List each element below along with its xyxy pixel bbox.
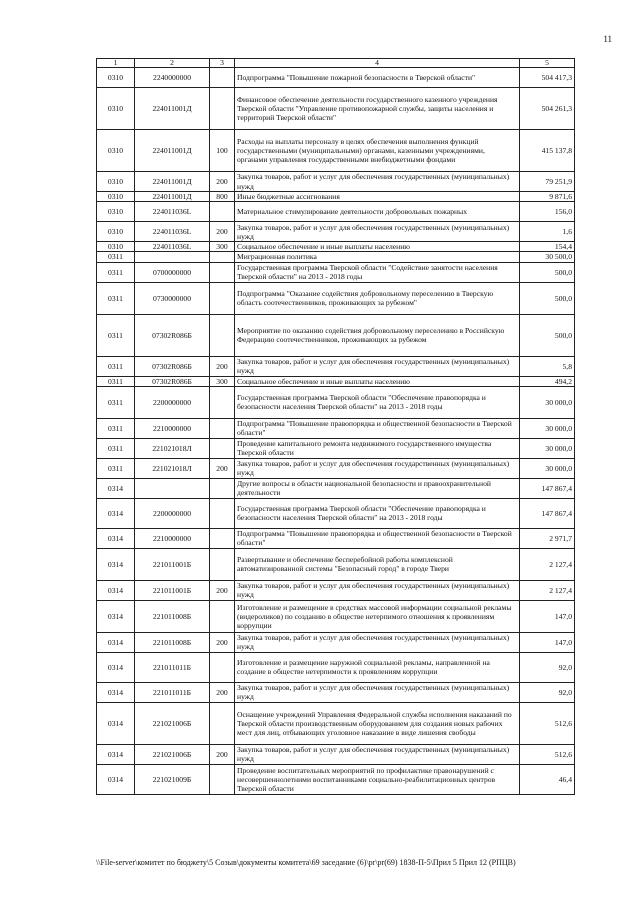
cell-c1: 0314 — [97, 528, 135, 548]
cell-c1: 0311 — [97, 386, 135, 418]
cell-c1: 0310 — [97, 88, 135, 130]
header-cell: 3 — [210, 59, 235, 68]
table-row — [97, 356, 575, 376]
cell-c2: 224011001Д — [135, 88, 210, 130]
cell-c5: 92,0 — [520, 682, 575, 702]
cell-c1: 0311 — [97, 314, 135, 356]
cell-c2 — [135, 478, 210, 498]
cell-c2: 0700000000 — [135, 262, 210, 282]
table-row — [97, 252, 575, 262]
cell-c1: 0314 — [97, 600, 135, 632]
table-row — [97, 702, 575, 744]
cell-c3: 200 — [210, 580, 235, 600]
cell-c5: 30 000,0 — [520, 438, 575, 458]
cell-c4: Миграционная политика — [235, 252, 520, 262]
table-row — [97, 192, 575, 202]
cell-c5: 5,8 — [520, 356, 575, 376]
cell-c5: 30 500,0 — [520, 252, 575, 262]
table-row — [97, 376, 575, 386]
footer-file-path: \\File-server\комитет по бюджету\5 Созыв\документы комитета\69 заседание (6)\pr\pr(69) 1838-П-5\Прил 5 Прил 12 (РПЦВ) — [96, 858, 516, 867]
table-row — [97, 88, 575, 130]
cell-c5: 512,6 — [520, 702, 575, 744]
cell-c2: 2210000000 — [135, 528, 210, 548]
cell-c2: 07302R086Б — [135, 314, 210, 356]
header-cell: 5 — [520, 59, 575, 68]
cell-c1: 0310 — [97, 202, 135, 222]
cell-c4: Подпрограмма "Повышение правопорядка и общественной безопасности в Тверской области" — [235, 528, 520, 548]
table-row — [97, 548, 575, 580]
cell-c4: Финансовое обеспечение деятельности государственного казенного учреждения Тверской области "Управление противопожарной службы, защиты населения и территорий Тверской области" — [235, 88, 520, 130]
cell-c2: 221011001Б — [135, 580, 210, 600]
cell-c4: Развертывание и обеспечение бесперебойной работы комплексной автоматизированной системы "Безопасный город" в городе Твери — [235, 548, 520, 580]
cell-c2: 221011001Б — [135, 548, 210, 580]
cell-c1: 0314 — [97, 580, 135, 600]
cell-c2: 221021018Л — [135, 438, 210, 458]
cell-c1: 0310 — [97, 172, 135, 192]
table-row — [97, 528, 575, 548]
cell-c1: 0314 — [97, 498, 135, 528]
cell-c5: 46,4 — [520, 764, 575, 794]
cell-c1: 0310 — [97, 222, 135, 242]
cell-c5: 147 867,4 — [520, 478, 575, 498]
table-row — [97, 202, 575, 222]
cell-c1: 0314 — [97, 702, 135, 744]
table-row — [97, 652, 575, 682]
cell-c2: 2210000000 — [135, 418, 210, 438]
cell-c5: 92,0 — [520, 652, 575, 682]
cell-c1: 0311 — [97, 438, 135, 458]
cell-c1: 0314 — [97, 478, 135, 498]
cell-c3: 300 — [210, 242, 235, 252]
cell-c4: Государственная программа Тверской области "Содействие занятости населения Тверской области" на 2013 - 2018 годы — [235, 262, 520, 282]
cell-c4: Материальное стимулирование деятельности добровольных пожарных — [235, 202, 520, 222]
cell-c4: Социальное обеспечение и иные выплаты населению — [235, 376, 520, 386]
cell-c4: Социальное обеспечение и иные выплаты населению — [235, 242, 520, 252]
cell-c4: Государственная программа Тверской области "Обеспечение правопорядка и безопасности населения Тверской области" на 2013 - 2018 годы — [235, 498, 520, 528]
cell-c4: Другие вопросы в области национальной безопасности и правоохранительной деятельности — [235, 478, 520, 498]
cell-c5: 147,0 — [520, 632, 575, 652]
table-row — [97, 744, 575, 764]
cell-c4: Подпрограмма "Повышение пожарной безопасности в Тверской области" — [235, 68, 520, 88]
cell-c3 — [210, 314, 235, 356]
cell-c5: 9 871,6 — [520, 192, 575, 202]
cell-c2: 221011011Б — [135, 652, 210, 682]
cell-c2: 221011011Б — [135, 682, 210, 702]
table-row — [97, 580, 575, 600]
table-row — [97, 386, 575, 418]
cell-c1: 0311 — [97, 282, 135, 314]
cell-c3 — [210, 548, 235, 580]
cell-c3 — [210, 418, 235, 438]
cell-c4: Оснащение учреждений Управления Федеральной службы исполнения наказаний по Тверской области производственным оборудованием для создания новых рабочих мест для лиц, отбывающих уголовное наказание в виде лишения свободы — [235, 702, 520, 744]
cell-c5: 2 127,4 — [520, 580, 575, 600]
cell-c1: 0311 — [97, 356, 135, 376]
cell-c5: 147 867,4 — [520, 498, 575, 528]
cell-c1: 0310 — [97, 192, 135, 202]
cell-c4: Изготовление и размещение в средствах массовой информации социальной рекламы (видероликов) по созданию в обществе нетерпимого отношения к проявлениям коррупции — [235, 600, 520, 632]
cell-c4: Подпрограмма "Оказание содействия добровольному переселению в Тверскую область соотечественников, проживающих за рубежом" — [235, 282, 520, 314]
cell-c3 — [210, 478, 235, 498]
cell-c4: Расходы на выплаты персоналу в целях обеспечения выполнения функций государственными (муниципальными) органами, казенными учреждениями, органами управления государственными внебюджетными фондами — [235, 130, 520, 172]
cell-c2: 221021009Б — [135, 764, 210, 794]
cell-c5: 494,2 — [520, 376, 575, 386]
cell-c2: 221011008Б — [135, 600, 210, 632]
cell-c1: 0310 — [97, 68, 135, 88]
cell-c5: 79 251,9 — [520, 172, 575, 192]
cell-c1: 0310 — [97, 130, 135, 172]
cell-c4: Подпрограмма "Повышение правопорядка и общественной безопасности в Тверской области" — [235, 418, 520, 438]
cell-c4: Проведение воспитательных мероприятий по профилактике правонарушений с несовершеннолетними воспитанниками социально-реабилитационных центров Тверской области — [235, 764, 520, 794]
cell-c1: 0314 — [97, 682, 135, 702]
cell-c4: Закупка товаров, работ и услуг для обеспечения государственных (муниципальных) нужд — [235, 744, 520, 764]
cell-c2 — [135, 252, 210, 262]
cell-c2: 221021018Л — [135, 458, 210, 478]
cell-c3: 200 — [210, 172, 235, 192]
cell-c3: 100 — [210, 130, 235, 172]
table-row — [97, 438, 575, 458]
cell-c4: Иные бюджетные ассигнования — [235, 192, 520, 202]
cell-c2: 221021006Б — [135, 702, 210, 744]
cell-c1: 0311 — [97, 262, 135, 282]
cell-c2: 0730000000 — [135, 282, 210, 314]
cell-c3 — [210, 202, 235, 222]
header-cell: 2 — [135, 59, 210, 68]
cell-c3 — [210, 386, 235, 418]
table-row — [97, 262, 575, 282]
cell-c4: Закупка товаров, работ и услуг для обеспечения государственных (муниципальных) нужд — [235, 632, 520, 652]
cell-c5: 30 000,0 — [520, 418, 575, 438]
budget-table — [96, 58, 575, 795]
cell-c3 — [210, 252, 235, 262]
cell-c2: 07302R086Б — [135, 356, 210, 376]
cell-c3: 200 — [210, 632, 235, 652]
cell-c4: Закупка товаров, работ и услуг для обеспечения государственных (муниципальных) нужд — [235, 222, 520, 242]
table-row — [97, 498, 575, 528]
cell-c2: 2240000000 — [135, 68, 210, 88]
table-row — [97, 242, 575, 252]
cell-c2: 07302R086Б — [135, 376, 210, 386]
cell-c3 — [210, 652, 235, 682]
cell-c3: 200 — [210, 682, 235, 702]
header-cell: 1 — [97, 59, 135, 68]
cell-c1: 0314 — [97, 652, 135, 682]
cell-c5: 2 971,7 — [520, 528, 575, 548]
cell-c5: 147,0 — [520, 600, 575, 632]
table-row — [97, 632, 575, 652]
cell-c5: 504 261,3 — [520, 88, 575, 130]
cell-c1: 0314 — [97, 744, 135, 764]
cell-c3 — [210, 528, 235, 548]
cell-c5: 512,6 — [520, 744, 575, 764]
cell-c5: 2 127,4 — [520, 548, 575, 580]
cell-c3: 200 — [210, 458, 235, 478]
cell-c2: 224011036L — [135, 202, 210, 222]
cell-c1: 0311 — [97, 376, 135, 386]
cell-c5: 30 000,0 — [520, 458, 575, 478]
table-row — [97, 314, 575, 356]
cell-c5: 156,0 — [520, 202, 575, 222]
cell-c5: 500,0 — [520, 262, 575, 282]
cell-c4: Закупка товаров, работ и услуг для обеспечения государственных (муниципальных) нужд — [235, 172, 520, 192]
cell-c2: 224011036L — [135, 222, 210, 242]
cell-c1: 0314 — [97, 548, 135, 580]
cell-c2: 2200000000 — [135, 386, 210, 418]
cell-c2: 224011001Д — [135, 130, 210, 172]
cell-c5: 154,4 — [520, 242, 575, 252]
cell-c4: Закупка товаров, работ и услуг для обеспечения государственных (муниципальных) нужд — [235, 580, 520, 600]
table-row — [97, 68, 575, 88]
cell-c4: Закупка товаров, работ и услуг для обеспечения государственных (муниципальных) нужд — [235, 458, 520, 478]
table-row — [97, 282, 575, 314]
cell-c2: 224011001Д — [135, 192, 210, 202]
cell-c5: 30 000,0 — [520, 386, 575, 418]
cell-c5: 500,0 — [520, 314, 575, 356]
cell-c3 — [210, 262, 235, 282]
table-row — [97, 172, 575, 192]
table-row — [97, 458, 575, 478]
cell-c1: 0311 — [97, 458, 135, 478]
cell-c1: 0311 — [97, 418, 135, 438]
table-row — [97, 130, 575, 172]
cell-c5: 500,0 — [520, 282, 575, 314]
page-number: 11 — [603, 34, 612, 44]
cell-c3 — [210, 438, 235, 458]
cell-c3: 800 — [210, 192, 235, 202]
cell-c4: Закупка товаров, работ и услуг для обеспечения государственных (муниципальных) нужд — [235, 356, 520, 376]
cell-c1: 0314 — [97, 764, 135, 794]
cell-c3: 300 — [210, 376, 235, 386]
cell-c4: Закупка товаров, работ и услуг для обеспечения государственных (муниципальных) нужд — [235, 682, 520, 702]
cell-c3 — [210, 498, 235, 528]
cell-c1: 0311 — [97, 252, 135, 262]
cell-c3: 200 — [210, 744, 235, 764]
cell-c4: Проведение капитального ремонта недвижимого государственного имущества Тверской области — [235, 438, 520, 458]
cell-c3 — [210, 88, 235, 130]
cell-c3 — [210, 68, 235, 88]
cell-c3 — [210, 600, 235, 632]
cell-c2: 221021006Б — [135, 744, 210, 764]
header-cell: 4 — [235, 59, 520, 68]
cell-c2: 224011001Д — [135, 172, 210, 192]
cell-c5: 415 137,8 — [520, 130, 575, 172]
cell-c3 — [210, 764, 235, 794]
table-row — [97, 418, 575, 438]
cell-c3: 200 — [210, 222, 235, 242]
cell-c3 — [210, 702, 235, 744]
table-row — [97, 478, 575, 498]
cell-c2: 224011036L — [135, 242, 210, 252]
cell-c5: 504 417,3 — [520, 68, 575, 88]
cell-c5: 1,6 — [520, 222, 575, 242]
cell-c4: Государственная программа Тверской области "Обеспечение правопорядка и безопасности населения Тверской области" на 2013 - 2018 годы — [235, 386, 520, 418]
cell-c3: 200 — [210, 356, 235, 376]
cell-c1: 0310 — [97, 242, 135, 252]
cell-c1: 0314 — [97, 632, 135, 652]
table-row — [97, 682, 575, 702]
cell-c4: Изготовление и размещение наружной социальной рекламы, направленной на создание в обществе нетерпимости к проявлениям коррупции — [235, 652, 520, 682]
cell-c4: Мероприятие по оказанию содействия добровольному переселению в Российскую Федерацию соотечественников, проживающих за рубежом — [235, 314, 520, 356]
table-row — [97, 764, 575, 794]
cell-c2: 221011008Б — [135, 632, 210, 652]
table-row — [97, 600, 575, 632]
cell-c2: 2200000000 — [135, 498, 210, 528]
table-header-row — [97, 59, 575, 68]
cell-c3 — [210, 282, 235, 314]
table-row — [97, 222, 575, 242]
